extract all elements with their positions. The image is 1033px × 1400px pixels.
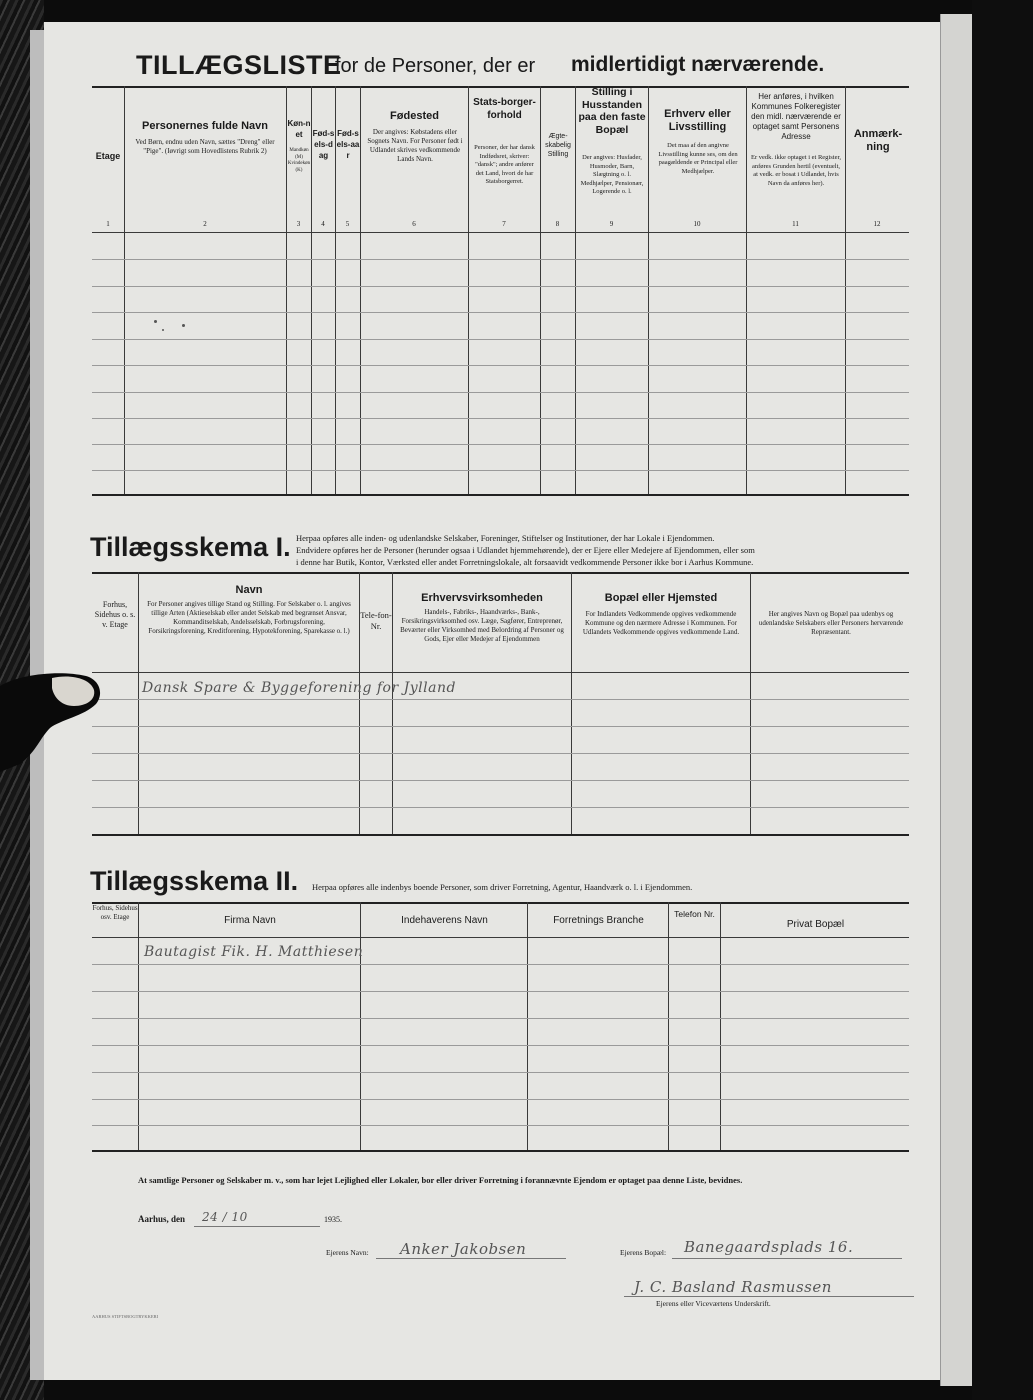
col-num: 5 (345, 220, 350, 228)
skema1-col-navn-sub: For Personer angives tillige Stand og Stilling. For Selskaber o. l. angives tillige Arten (Aktieselskab eller andet Selskab med begrænset Ansvar, Kommanditselskab, Andelsselskab, Forbrugsforening, Forsikringsforening, Kreditforening, Hypotekforening, Sparekasse o. l.) (147, 600, 351, 635)
col-num: 8 (555, 220, 560, 228)
skema1-entry-navn: Dansk Spare & Byggeforening for Jylland (142, 680, 456, 696)
col-navn-header: Personernes fulde Navn (142, 120, 268, 132)
col-num: 11 (792, 220, 799, 228)
skema1-col-erhverv: Erhvervsvirksomheden (421, 592, 543, 604)
col-koennet-header: Køn-net (287, 119, 311, 139)
col-num: 4 (321, 220, 325, 228)
list-title-main: TILLÆGSLISTE (136, 50, 342, 80)
owner-address: Banegaardsplads 16. (684, 1238, 854, 1256)
place-label: Aarhus, den (138, 1214, 186, 1224)
ink-speck (154, 320, 157, 323)
year-label: 1935. (324, 1215, 342, 1224)
skema1-intro-1: Herpaa opføres alle inden- og udenlandske Selskaber, Foreninger, Stiftelser og Institutioner, der har Lokale i Ejendommen. (296, 533, 715, 543)
skema1-col-repr: Her angives Navn og Bopæl paa udenbys og udenlandske Selskabers eller Personers herværende Repræsentant. (758, 610, 904, 636)
skema1-col-etage: Forhus, Sidehus o. s. v. Etage (94, 600, 136, 629)
background (972, 0, 1033, 1400)
col-statsborger-header: Stats-borger-forhold (473, 97, 536, 121)
col-num: 6 (412, 220, 416, 228)
col-num: 3 (296, 220, 301, 228)
col-koennet-sub: Mandkøn (M) Kvindekøn (K) (287, 148, 311, 173)
col-foedested-sub: Der angives: Købstadens eller Sognets Navn. For Personer født i Udlandet skrives vedkommende Lands Navn. (367, 128, 463, 163)
col-num: 10 (693, 220, 701, 228)
col-statsborger-sub: Personer, der har dansk Indfødsret, skriver: "dansk"; andre anfører det Land, hvori de har Statsborgerret. (474, 144, 535, 185)
ink-speck (182, 324, 185, 327)
owner-name-label: Ejerens Navn: (326, 1248, 369, 1257)
skema1-col-telefon: Tele-fon-Nr. (360, 610, 392, 631)
skema2-col-firma: Firma Navn (224, 915, 276, 926)
col-aegteskab-header: Ægte-skabelig Stilling (545, 133, 571, 158)
col-num: 1 (106, 220, 110, 228)
signature: J. C. Basland Rasmussen (634, 1278, 832, 1296)
col-folkeregister-header: Her anføres, i hvilken Kommunes Folkeregister den midl. nærværende er optaget samt Personens Adresse (751, 92, 841, 141)
signature-label: Ejerens eller Viceværtens Underskrift. (656, 1299, 771, 1308)
skema2-col-indeh: Indehaverens Navn (401, 915, 488, 926)
col-num: 12 (873, 220, 881, 228)
skema2-col-branche: Forretnings Branche (553, 915, 644, 926)
next-page-edge (940, 14, 973, 1386)
skema1-col-bopael-sub: For Indlandets Vedkommende opgives vedkommende Kommune og den nærmere Adresse i Kommunen. For Udlandets Vedkommende opgives vedkommende Land. (582, 610, 740, 636)
col-anmaerkning-header: Anmærk-ning (853, 128, 903, 153)
col-num: 2 (203, 220, 207, 228)
col-foedested-header: Fødested (390, 110, 439, 122)
col-foedselsdag-header: Fød-sels-dag (312, 129, 335, 160)
list-title-rest: for de Personer, der er (335, 55, 536, 77)
skema2-title: Tillægsskema II. (90, 866, 299, 896)
col-stilling-sub: Der angives: Husfader, Husmoder, Barn, Slægtning o. l. Medhjælper, Pensionær, Logerende o. l. (580, 154, 644, 195)
col-erhverv-sub: Det maa af den angivne Livsstilling kunne ses, om den paagældende er Principal eller Medhjælper. (658, 142, 738, 175)
declaration-text: At samtlige Personer og Selskaber m. v., som har lejet Lejlighed eller Lokaler, bor eller driver Forretning i forannævnte Ejendom er optaget paa denne Liste, bevidnes. (138, 1175, 743, 1185)
form-page (44, 22, 940, 1380)
thumb (0, 668, 104, 774)
skema1-col-navn: Navn (235, 584, 263, 596)
printer-imprint: AARHUS STIFTSBOGTRYKKERI (92, 1314, 159, 1319)
ink-speck (162, 329, 164, 331)
col-etage-header: Etage (95, 151, 121, 161)
skema2-intro: Herpaa opføres alle indenbys boende Personer, som driver Forretning, Agentur, Haandværk o. l. i Ejendommen. (312, 882, 693, 892)
skema1-title: Tillægsskema I. (90, 532, 291, 562)
skema1-intro-2: Endvidere opføres her de Personer (herunder ogsaa i Udlandet hjemmehørende), der er Ejere eller Medejere af Ejendommen, eller som (296, 545, 755, 555)
skema2-entry-firma: Bautagist Fik. H. Matthiesen (144, 944, 364, 960)
col-navn-sub: Ved Børn, endnu uden Navn, sættes "Dreng" eller "Pige". (Iøvrigt som Hovedlistens Rubrik 2) (135, 138, 275, 155)
col-stilling-header: Stilling i Husstanden paa den faste Bopæl (578, 86, 646, 136)
col-erhverv-header: Erhverv eller Livsstilling (664, 108, 731, 133)
skema2-col-bopael: Privat Bopæl (786, 919, 845, 930)
owner-name: Anker Jakobsen (400, 1240, 527, 1258)
skema1-col-bopael: Bopæl eller Hjemsted (604, 592, 718, 604)
list-title-bold: midlertidigt nærværende. (571, 53, 825, 76)
date-handwritten: 24 / 10 (202, 1210, 248, 1224)
skema2-col-etage: Forhus, Sidehus osv. Etage (92, 904, 138, 921)
col-foedselsaar-header: Fød-sels-aar (336, 129, 360, 160)
skema2-col-telefon: Telefon Nr. (674, 909, 715, 919)
col-num: 7 (502, 220, 506, 228)
owner-addr-label: Ejerens Bopæl: (620, 1248, 667, 1257)
skema1-intro-3: i denne har Butik, Kontor, Værksted eller andet Forretningslokale, alt forsaavidt vedkommende Personer ikke bor i Aarhus Kommune. (296, 557, 754, 567)
col-num: 9 (609, 220, 614, 228)
col-folkeregister-sub: Er vedk. ikke optaget i et Register, anføres Grunden hertil (eventuelt, at vedk. er bosat i Udlandet, hvis Navn da anføres her). (751, 154, 841, 187)
skema1-col-erhverv-sub: Handels-, Fabriks-, Haandværks-, Bank-, Forsikringsvirksomhed osv. Læge, Sagfører, Entreprenør, Beværter eller Virksomhed med Belordring af Personer og Gods, Ejer eller Medejer af Ejendommen (400, 608, 564, 643)
